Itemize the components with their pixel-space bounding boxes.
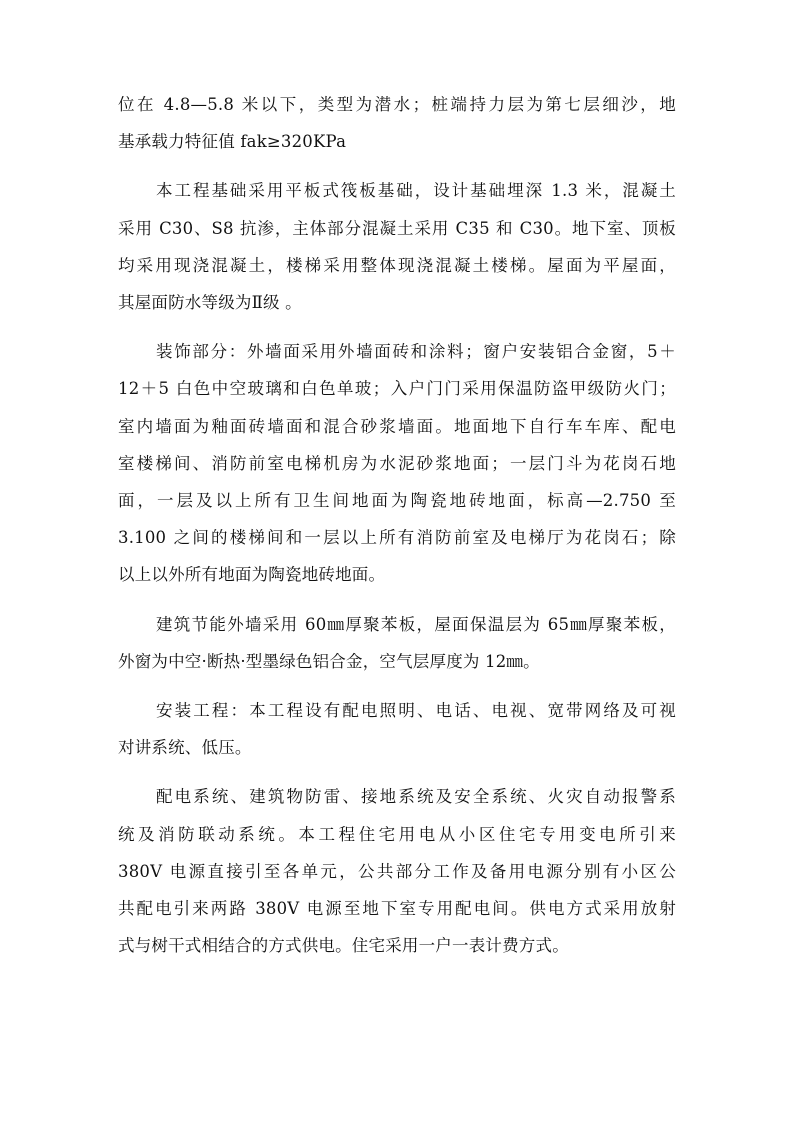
text-line: 共配电引来两路 380V 电源至地下室专用配电间。供电方式采用放射 <box>118 899 676 919</box>
text-line: 面，一层及以上所有卫生间地面为陶瓷地砖地面，标高—2.750 至 <box>118 491 676 511</box>
paragraph-energy-saving <box>118 606 676 680</box>
document-body <box>118 86 676 964</box>
paragraph-groundwater <box>118 86 676 160</box>
text-line: 式与树干式相结合的方式供电。住宅采用一户一表计费方式。 <box>118 936 569 956</box>
text-line: 外窗为中空·断热·型墨绿色铝合金，空气层厚度为 12㎜。 <box>118 651 540 671</box>
paragraph-power-distribution <box>118 778 676 964</box>
text-line: 对讲系统、低压。 <box>118 738 252 758</box>
text-line: 以上以外所有地面为陶瓷地砖地面。 <box>118 565 386 585</box>
text-line: 室楼梯间、消防前室电梯机房为水泥砂浆地面；一层门斗为花岗石地 <box>118 453 676 473</box>
text-line: 建筑节能外墙采用 60㎜厚聚苯板，屋面保温层为 65㎜厚聚苯板， <box>156 614 676 634</box>
text-line: 采用 C30、S8 抗渗，主体部分混凝土采用 C35 和 C30。地下室、顶板 <box>118 218 676 238</box>
paragraph-foundation <box>118 172 676 321</box>
text-line: 基承载力特征值 fak≥320KPa <box>118 132 347 152</box>
text-line: 12＋5 白色中空玻璃和白色单玻；入户门门采用保温防盗甲级防火门； <box>118 379 676 399</box>
text-line: 均采用现浇混凝土，楼梯采用整体现浇混凝土楼梯。屋面为平屋面， <box>118 255 676 275</box>
text-line: 位在 4.8—5.8 米以下，类型为潜水；桩端持力层为第七层细沙，地 <box>118 95 676 114</box>
text-line: 装饰部分：外墙面采用外墙面砖和涂料；窗户安装铝合金窗，5＋ <box>156 342 676 362</box>
text-line: 室内墙面为釉面砖墙面和混合砂浆墙面。地面地下自行车车库、配电 <box>118 416 676 436</box>
paragraph-decoration <box>118 333 676 593</box>
text-line: 本工程基础采用平板式筏板基础，设计基础埋深 1.3 米，混凝土 <box>156 181 676 201</box>
text-line: 安装工程：本工程设有配电照明、电话、电视、宽带网络及可视 <box>156 701 676 721</box>
text-line: 统及消防联动系统。本工程住宅用电从小区住宅专用变电所引来 <box>118 824 676 844</box>
text-line: 380V 电源直接引至各单元，公共部分工作及备用电源分别有小区公 <box>118 861 676 881</box>
paragraph-installation <box>118 692 676 766</box>
text-line: 其屋面防水等级为Ⅱ级 。 <box>118 293 302 313</box>
text-line: 配电系统、建筑物防雷、接地系统及安全系统、火灾自动报警系 <box>156 787 676 807</box>
text-line: 3.100 之间的楼梯间和一层以上所有消防前室及电梯厅为花岗石；除 <box>118 528 676 548</box>
